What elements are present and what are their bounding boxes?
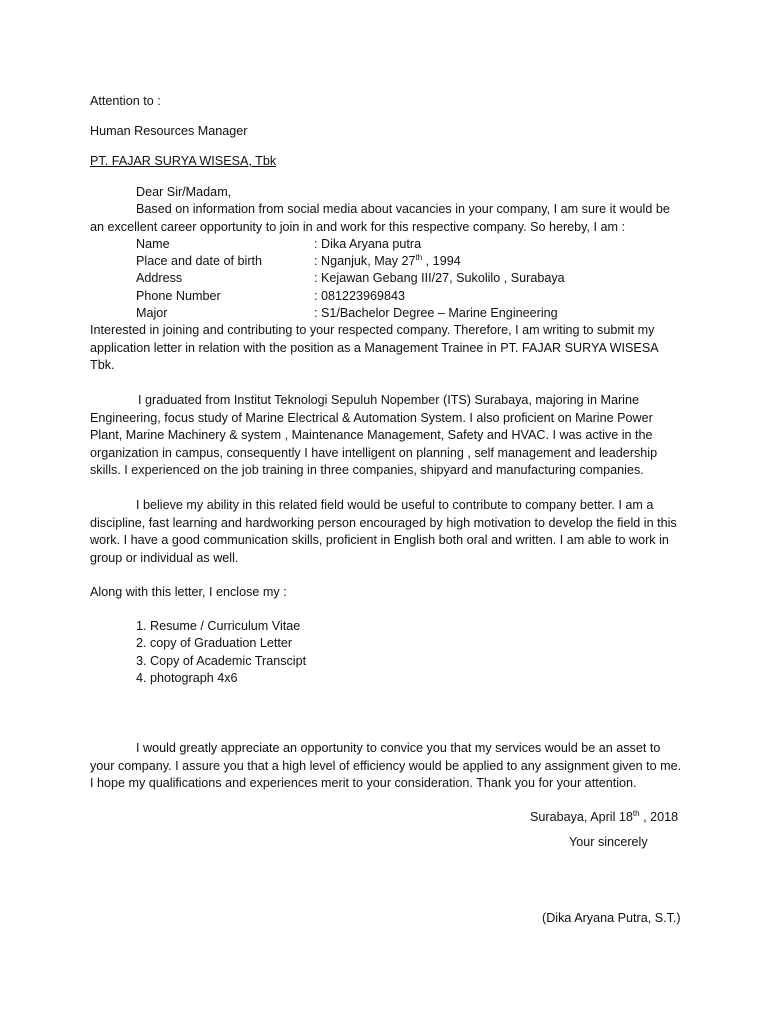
detail-label: Name xyxy=(136,237,170,251)
detail-row-phone xyxy=(136,288,405,306)
place-date-text: Surabaya, April 18 xyxy=(530,810,633,824)
company-name: PT. FAJAR SURYA WISESA, Tbk xyxy=(90,154,277,168)
closing-paragraph xyxy=(90,740,682,793)
enclosure-item: 4. photograph 4x6 xyxy=(136,671,238,685)
interest-text: Interested in joining and contributing to your respected company. Therefore, I am writing to submit my application letter in relation with the position as a Management Trainee in PT. FAJAR SURYA WISESA Tbk. xyxy=(90,323,658,373)
ability-paragraph xyxy=(90,497,682,567)
detail-label: Major xyxy=(136,306,168,320)
attention-line: Attention to : xyxy=(90,94,161,108)
detail-value: : 081223969843 xyxy=(314,289,406,303)
recipient-title: Human Resources Manager xyxy=(90,124,248,138)
detail-value: : S1/Bachelor Degree – Marine Engineering xyxy=(314,306,558,320)
enclosure-item: 3. Copy of Academic Transcipt xyxy=(136,654,307,668)
detail-row-name xyxy=(136,236,421,254)
enclosure-item: 1. Resume / Curriculum Vitae xyxy=(136,619,301,633)
detail-row-address xyxy=(136,270,565,288)
salutation: Dear Sir/Madam, xyxy=(136,185,232,199)
detail-value: : Nganjuk, May 27 xyxy=(314,254,416,268)
closing-text: I would greatly appreciate an opportunity to convice you that my services would be an asset to your company. I assure you that a high level of efficiency would be applied to any assignment given to me. I hope my qualifications and experiences merit to your consideration. Thank you for your attention. xyxy=(90,741,682,791)
sign-off: Your sincerely xyxy=(569,835,648,849)
enclosure-item: 2. copy of Graduation Letter xyxy=(136,636,293,650)
detail-value-sup: th xyxy=(415,252,423,262)
detail-row-major xyxy=(136,305,558,323)
education-paragraph xyxy=(90,392,682,480)
detail-value: : Dika Aryana putra xyxy=(314,237,422,251)
enclosure-intro: Along with this letter, I enclose my : xyxy=(90,585,287,599)
detail-label: Phone Number xyxy=(136,289,221,303)
detail-row-birth xyxy=(136,253,461,271)
intro-text: Based on information from social media about vacancies in your company, I am sure it would be an excellent career opportunity to join in and work for this respective company. So hereby, I am : xyxy=(90,202,670,234)
interest-paragraph xyxy=(90,322,682,375)
education-text: I graduated from Institut Teknologi Sepuluh Nopember (ITS) Surabaya, majoring in Marine Engineering, focus study of Marine Electrical & Automation System. I also proficient on Marine Power Plant, Marine Machinery & system , Maintenance Management, Safety and HVAC. I was active in the organization in campus, consequently I have intelligent on planning , self management and leadership skills. I experienced on the job training in three companies, shipyard and manufacturing companies. xyxy=(90,393,658,478)
detail-label: Place and date of birth xyxy=(136,254,263,268)
place-date xyxy=(530,809,678,827)
place-date-sup: th xyxy=(632,808,640,818)
detail-label: Address xyxy=(136,271,183,285)
detail-value: : Kejawan Gebang III/27, Sukolilo , Surabaya xyxy=(314,271,565,285)
signature-name: (Dika Aryana Putra, S.T.) xyxy=(542,911,681,925)
ability-text: I believe my ability in this related field would be useful to contribute to company better. I am a discipline, fast learning and hardworking person encouraged by high motivation to develop the field in this work. I have a good communication skills, proficient in English both oral and written. I am able to work in group or individual as well. xyxy=(90,498,677,565)
place-date-year: , 2018 xyxy=(639,810,679,824)
detail-value-end: , 1994 xyxy=(422,254,461,268)
intro-paragraph xyxy=(90,201,682,236)
